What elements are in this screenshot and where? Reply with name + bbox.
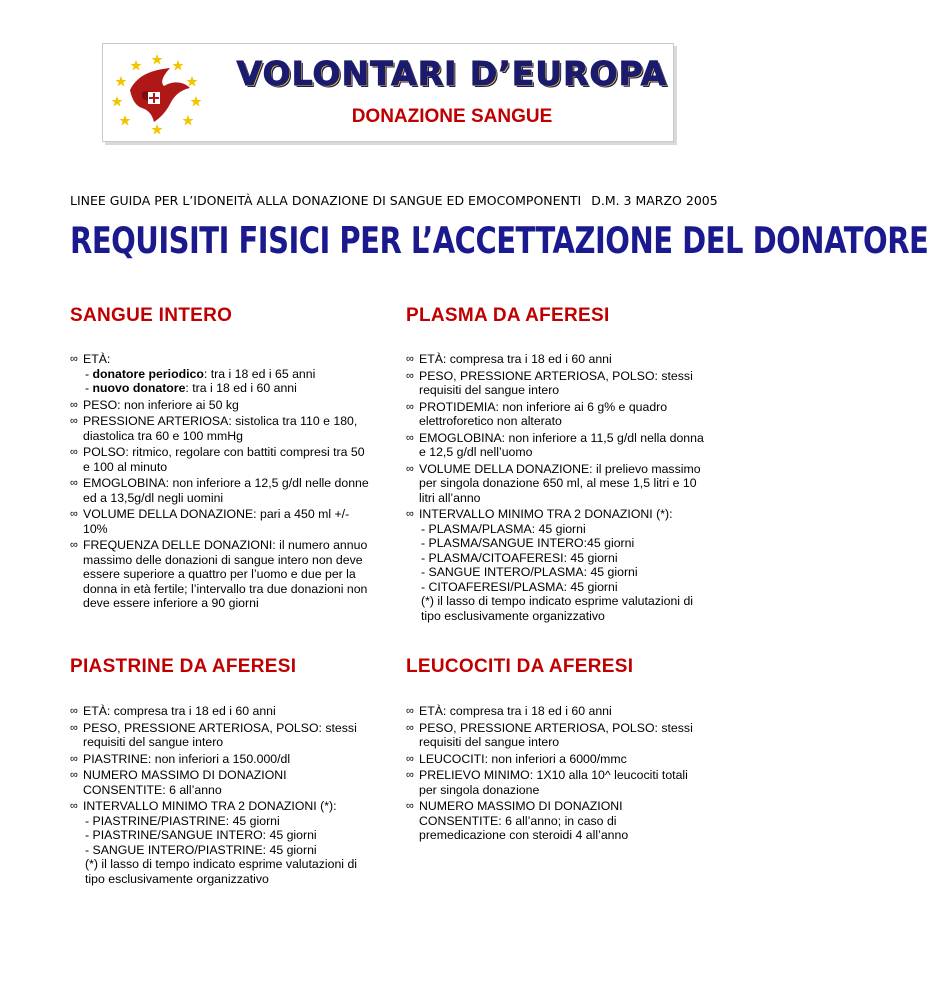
- item-text: ETÀ: compresa tra i 18 ed i 60 anni: [83, 704, 276, 718]
- list-item: [70, 352, 370, 396]
- bullet-icon: ∞: [406, 400, 414, 413]
- item-subline: - CITOAFERESI/PLASMA: 45 giorni: [421, 579, 618, 594]
- bullet-icon: ∞: [406, 462, 414, 475]
- bullet-icon: ∞: [406, 800, 414, 812]
- subline-bold: nuovo donatore: [92, 381, 186, 395]
- bullet-icon: ∞: [406, 721, 414, 734]
- section-title: PLASMA DA AFERESI: [406, 305, 610, 326]
- guideline-ref: D.M. 3 MARZO 2005: [591, 193, 718, 208]
- list-item: [70, 507, 370, 536]
- section-title: LEUCOCITI DA AFERESI: [406, 656, 634, 677]
- list-item: [406, 768, 706, 797]
- item-text: FREQUENZA DELLE DONAZIONI: il numero annuo massimo delle donazioni di sangue intero non deve essere superiore a quattro per l’uomo e due per la donna in età fertile; l’intervallo tra due donazioni non deve essere inferiore a 90 giorni: [83, 538, 368, 610]
- list-item: [406, 352, 706, 367]
- bullet-icon: ∞: [406, 769, 414, 781]
- item-text: PESO: non inferiore ai 50 kg: [83, 397, 239, 412]
- list-item: [70, 799, 370, 886]
- item-text: PRESSIONE ARTERIOSA: sistolica tra 110 e 180, diastolica tra 60 e 100 mmHg: [83, 414, 358, 443]
- item-text: PESO, PRESSIONE ARTERIOSA, POLSO: stessi requisiti del sangue intero: [419, 720, 693, 749]
- guideline-text: LINEE GUIDA PER L’IDONEITÀ ALLA DONAZIONE DI SANGUE ED EMOCOMPONENTI: [70, 193, 582, 208]
- bullet-icon: ∞: [406, 752, 414, 765]
- page-title: REQUISITI FISICI PER L’ACCETTAZIONE DEL DONATORE: [70, 219, 928, 262]
- item-subline: - PIASTRINE/PIASTRINE: 45 giorni: [85, 813, 280, 828]
- item-text: ETÀ: compresa tra i 18 ed i 60 anni: [419, 352, 612, 366]
- item-subline: - PLASMA/SANGUE INTERO:45 giorni: [421, 536, 635, 550]
- item-footnote: (*) il lasso di tempo indicato esprime valutazioni di tipo esclusivamente organizzativo: [421, 594, 694, 623]
- list-item: [406, 799, 706, 843]
- item-subline: - donatore periodico: tra i 18 ed i 65 anni: [85, 366, 316, 381]
- item-text: NUMERO MASSIMO DI DONAZIONI CONSENTITE: 6 all’anno: [83, 768, 287, 797]
- bullet-icon: ∞: [70, 800, 78, 812]
- list-item: [70, 704, 370, 719]
- bullet-icon: ∞: [406, 431, 414, 444]
- bullet-icon: ∞: [406, 705, 414, 717]
- bullet-icon: ∞: [70, 508, 78, 520]
- list-item: [70, 445, 370, 474]
- item-text: PESO, PRESSIONE ARTERIOSA, POLSO: stessi requisiti del sangue intero: [83, 720, 357, 749]
- item-text: PESO, PRESSIONE ARTERIOSA, POLSO: stessi requisiti del sangue intero: [419, 368, 693, 397]
- list-item: [406, 369, 706, 398]
- bullet-icon: ∞: [70, 446, 78, 458]
- item-text: ETÀ: compresa tra i 18 ed i 60 anni: [419, 704, 612, 718]
- bullet-icon: ∞: [70, 769, 78, 781]
- item-subline: - PLASMA/CITOAFERESI: 45 giorni: [421, 550, 618, 565]
- list-item: [70, 476, 370, 505]
- bullet-icon: ∞: [406, 369, 414, 382]
- section-title: SANGUE INTERO: [70, 305, 233, 326]
- item-text: VOLUME DELLA DONAZIONE: pari a 450 ml +/- 10%: [83, 507, 350, 536]
- list-item: [406, 431, 706, 460]
- list-item: [70, 398, 370, 413]
- item-footnote: (*) il lasso di tempo indicato esprime valutazioni di tipo esclusivamente organizzativo: [85, 857, 358, 886]
- list-item: [406, 507, 706, 623]
- item-text: POLSO: ritmico, regolare con battiti compresi tra 50 e 100 al minuto: [83, 445, 365, 474]
- section-plasma-aferesi: [406, 305, 706, 625]
- bullet-icon: ∞: [70, 539, 78, 551]
- section-piastrine-aferesi: [70, 656, 370, 888]
- subline-text: : tra i 18 ed i 65 anni: [203, 366, 316, 381]
- list-item: [406, 721, 706, 750]
- item-subline: - PLASMA/PLASMA: 45 giorni: [421, 521, 586, 536]
- section-sangue-intero: [70, 305, 370, 613]
- requirements-list: [70, 352, 370, 611]
- list-item: [406, 752, 706, 767]
- subline-bold: donatore periodico: [92, 366, 204, 381]
- item-subline: - nuovo donatore: tra i 18 ed i 60 anni: [85, 381, 297, 395]
- item-text: EMOGLOBINA: non inferiore a 11,5 g/dl nella donna e 12,5 g/dl nell’uomo: [419, 430, 704, 459]
- eagle-stars-logo-icon: [108, 52, 206, 136]
- item-text: VOLUME DELLA DONAZIONE: il prelievo massimo per singola donazione 650 ml, al mese 1,5 litri e 10 litri all’anno: [419, 461, 701, 505]
- brand-subtitle: DONAZIONE SANGUE: [351, 106, 553, 127]
- item-subline: - PIASTRINE/SANGUE INTERO: 45 giorni: [85, 828, 317, 842]
- list-item: [70, 538, 370, 611]
- section-leucociti-aferesi: [406, 656, 706, 845]
- brand-title: VOLONTARI D’EUROPA: [236, 54, 668, 93]
- requirements-list: [70, 704, 370, 886]
- item-text: PIASTRINE: non inferiori a 150.000/dl: [83, 751, 291, 766]
- item-label: INTERVALLO MINIMO TRA 2 DONAZIONI (*):: [83, 799, 337, 813]
- list-item: [406, 462, 706, 506]
- item-text: PROTIDEMIA: non inferiore ai 6 g% e quadro elettroforetico non alterato: [419, 399, 668, 428]
- bullet-icon: ∞: [70, 398, 78, 411]
- list-item: [70, 721, 370, 750]
- bullet-icon: ∞: [406, 508, 414, 520]
- bullet-icon: ∞: [70, 353, 78, 365]
- item-text: PRELIEVO MINIMO: 1X10 alla 10^ leucociti totali per singola donazione: [419, 768, 688, 797]
- requirements-list: [406, 352, 706, 623]
- list-item: [406, 704, 706, 719]
- subline-text: : tra i 18 ed i 60 anni: [185, 381, 297, 395]
- bullet-icon: ∞: [70, 477, 78, 489]
- list-item: [70, 414, 370, 443]
- bullet-icon: ∞: [70, 415, 78, 427]
- bullet-icon: ∞: [70, 752, 78, 765]
- item-label: INTERVALLO MINIMO TRA 2 DONAZIONI (*):: [419, 507, 673, 521]
- item-subline: - SANGUE INTERO/PLASMA: 45 giorni: [421, 565, 638, 579]
- list-item: [70, 768, 370, 797]
- bullet-icon: ∞: [70, 721, 78, 734]
- requirements-list: [406, 704, 706, 843]
- section-title: PIASTRINE DA AFERESI: [70, 656, 297, 677]
- item-subline: - SANGUE INTERO/PIASTRINE: 45 giorni: [85, 842, 317, 857]
- item-label: ETÀ:: [83, 352, 111, 366]
- guideline-line: [70, 193, 718, 208]
- item-text: EMOGLOBINA: non inferiore a 12,5 g/dl nelle donne ed a 13,5g/dl negli uomini: [83, 476, 369, 505]
- bullet-icon: ∞: [406, 353, 414, 365]
- item-text: LEUCOCITI: non inferiori a 6000/mmc: [419, 751, 627, 766]
- bullet-icon: ∞: [70, 705, 78, 717]
- list-item: [406, 400, 706, 429]
- item-text: NUMERO MASSIMO DI DONAZIONI CONSENTITE: 6 all’anno; in caso di premedicazione con steroidi 4 all’anno: [419, 799, 629, 842]
- list-item: [70, 752, 370, 767]
